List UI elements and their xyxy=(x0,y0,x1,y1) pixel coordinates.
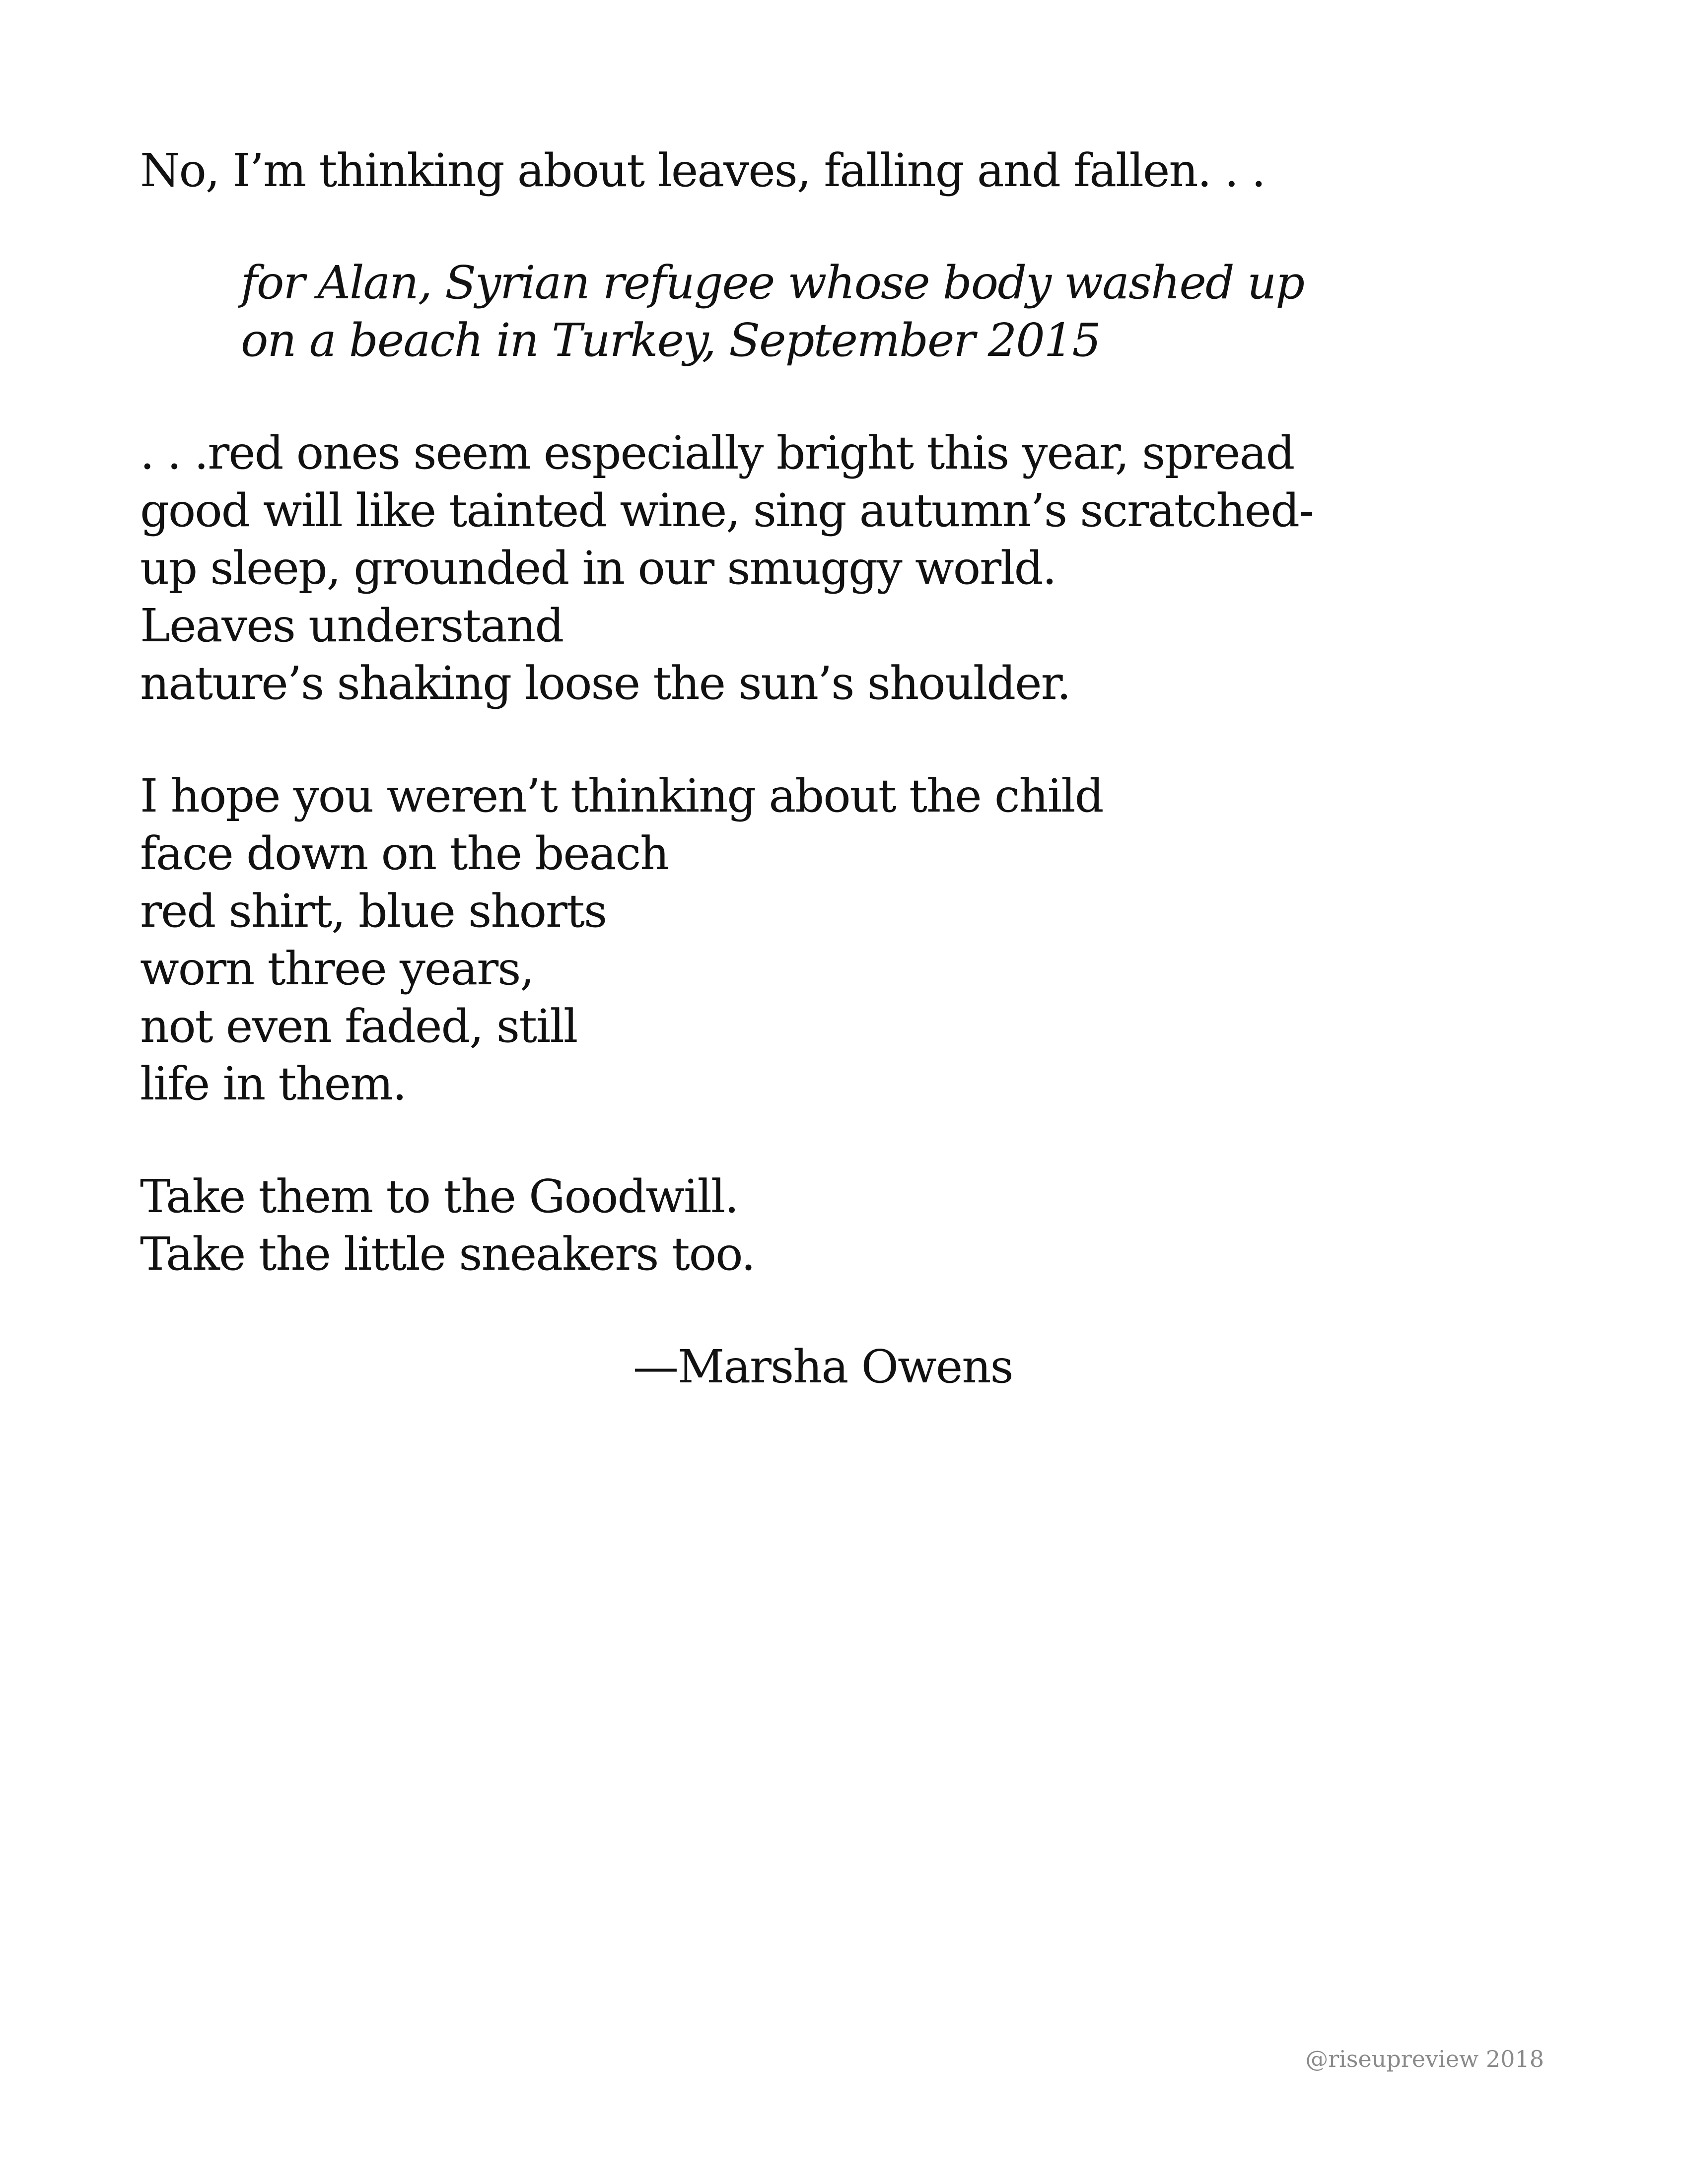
stanza2-line-6: life in them. xyxy=(140,1057,406,1110)
stanza2-line-5: not even faded, still xyxy=(140,1000,577,1053)
stanza1-line-4: Leaves understand xyxy=(140,599,563,652)
stanza2-line-1: I hope you weren’t thinking about the child xyxy=(140,769,1103,822)
stanza1-line-5: nature’s shaking loose the sun’s shoulder. xyxy=(140,657,1070,710)
poem-title: No, I’m thinking about leaves, falling and fallen. . . xyxy=(140,144,1265,197)
stanza2-line-3: red shirt, blue shorts xyxy=(140,885,607,938)
stanza1-line-1: . . .red ones seem especially bright this year, spread xyxy=(140,426,1294,479)
stanza1-line-3: up sleep, grounded in our smuggy world. xyxy=(140,542,1056,595)
author-signature: —Marsha Owens xyxy=(633,1340,1013,1393)
dedication-line-2: on a beach in Turkey, September 2015 xyxy=(241,314,1100,367)
stanza2-line-4: worn three years, xyxy=(140,942,534,995)
stanza2-line-2: face down on the beach xyxy=(140,827,669,880)
stanza1-line-2: good will like tainted wine, sing autumn’s scratched- xyxy=(140,484,1314,537)
stanza3-line-2: Take the little sneakers too. xyxy=(140,1228,755,1281)
dedication-line-1: for Alan, Syrian refugee whose body washed up xyxy=(241,256,1304,309)
stanza3-line-1: Take them to the Goodwill. xyxy=(140,1170,738,1223)
footer-credit: @riseupreview 2018 xyxy=(1305,2046,1544,2072)
